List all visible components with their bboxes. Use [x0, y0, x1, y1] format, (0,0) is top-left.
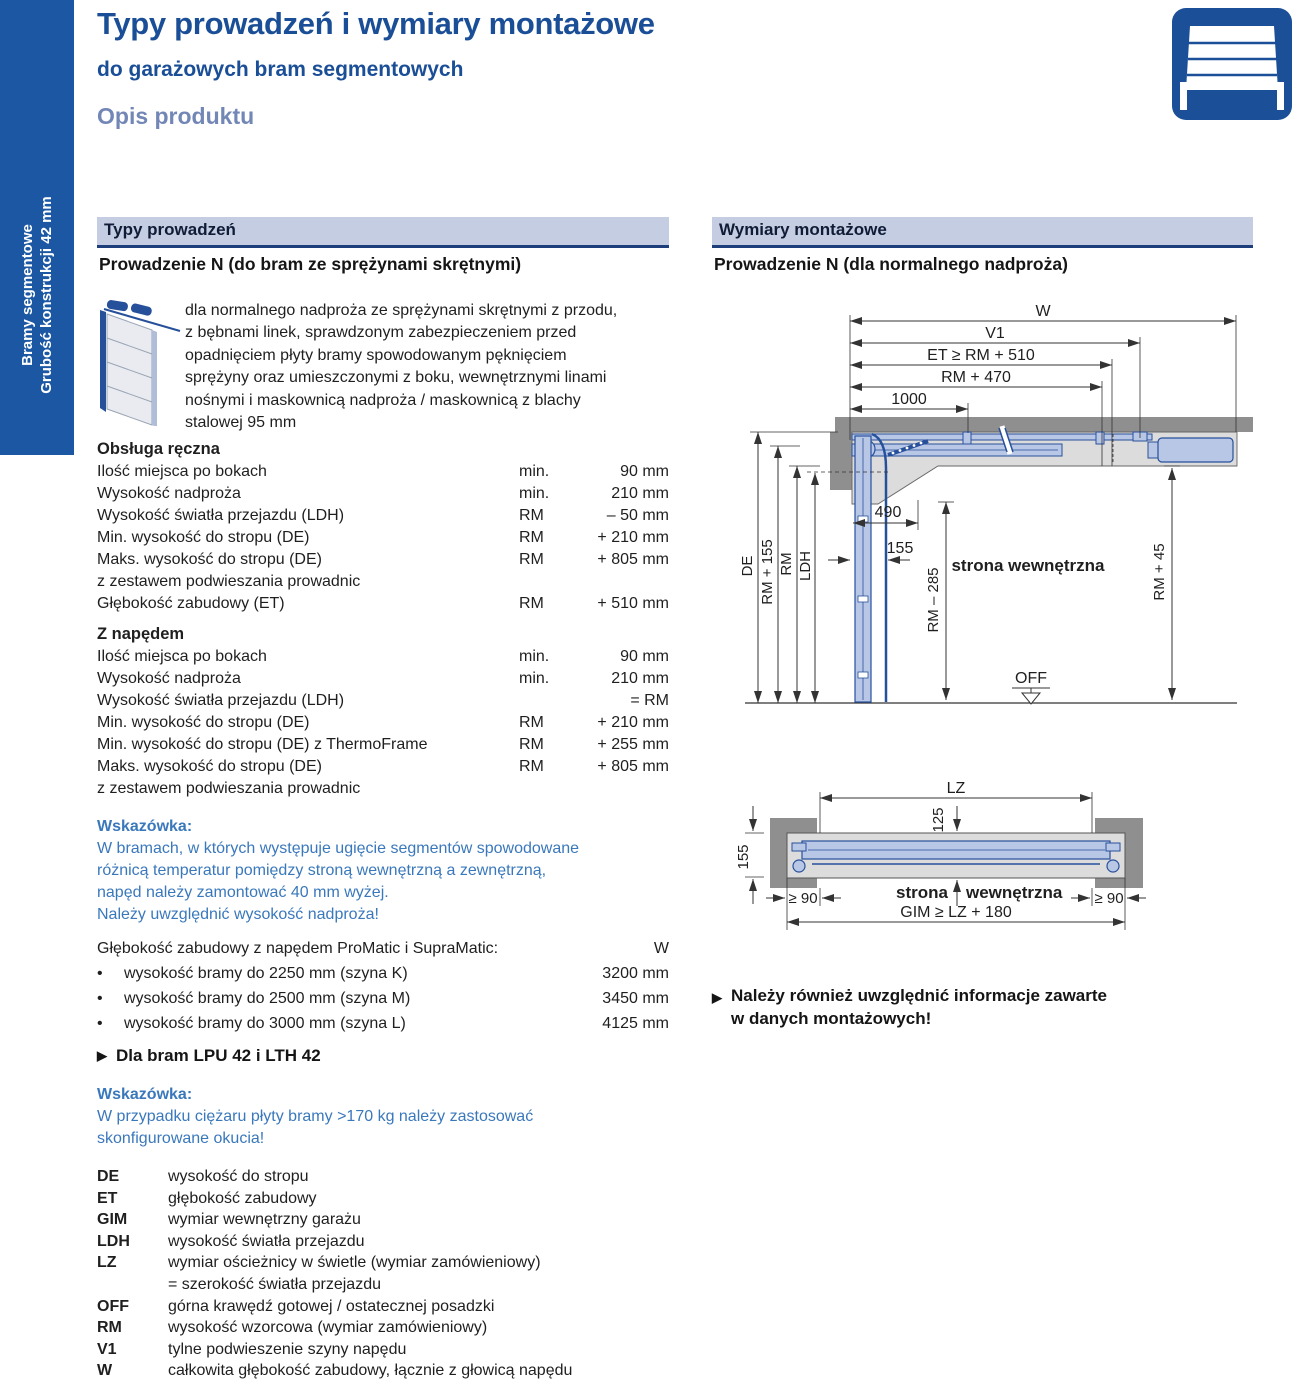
dim-label-ge90-left: ≥ 90	[788, 890, 818, 907]
dim-label-w: W	[1035, 303, 1051, 320]
off-level-marker	[1022, 693, 1040, 704]
page-subtitle: do garażowych bram segmentowych	[97, 58, 464, 81]
table-row: Min. wysokość do stropu (DE) RM + 210 mm	[97, 529, 669, 546]
table-row: Wysokość nadproża min. 210 mm	[97, 670, 669, 687]
table-row: Maks. wysokość do stropu (DE) RM + 805 mm	[97, 551, 669, 568]
table-row: Maks. wysokość do stropu (DE) RM + 805 mm	[97, 758, 669, 775]
bullet: •	[97, 1015, 103, 1032]
intro-line: sprężyny oraz umieszczonymi z boku, wewnętrznymi linami	[185, 369, 607, 387]
manual-operation-table	[97, 438, 669, 615]
dim-label-rm155: RM + 155	[759, 539, 776, 605]
note-title: Wskazówka:	[97, 1086, 193, 1103]
legend-row: LDH wysokość światła przejazdu	[97, 1232, 365, 1250]
pointer-icon: ▶	[97, 1048, 107, 1063]
side-view-diagram	[700, 300, 1270, 740]
door-thumbnail-icon	[95, 296, 185, 426]
sidebar-tab	[0, 0, 74, 455]
dim-label-155: 155	[886, 540, 914, 557]
section-label: Opis produktu	[97, 103, 255, 129]
note-line: skonfigurowane okucia!	[97, 1130, 265, 1147]
list-item: • wysokość bramy do 2500 mm (szyna M) 3450 mm	[97, 986, 669, 1011]
left-section-bar-title: Typy prowadzeń	[104, 220, 236, 239]
intro-line: stalowej 95 mm	[185, 414, 297, 432]
legend-row: RM wysokość wzorcowa (wymiar zamówieniowy)	[97, 1319, 488, 1337]
right-section-bar-title: Wymiary montażowe	[719, 220, 887, 239]
right-section-bar	[712, 217, 1253, 248]
legend-row: W całkowita głębokość zabudowy, łącznie z głowicą napędu	[97, 1362, 573, 1380]
dim-label-490: 490	[874, 504, 902, 521]
off-label: OFF	[1015, 670, 1047, 687]
dim-label-gim: GIM ≥ LZ + 180	[900, 904, 1012, 921]
dim-label-v1: V1	[985, 325, 1005, 342]
powered-operation-table	[97, 623, 669, 800]
table-row: Wysokość światła przejazdu (LDH) = RM	[97, 692, 669, 709]
legend-row: V1 tylne podwieszenie szyny napędu	[97, 1340, 407, 1358]
note-line: W przypadku ciężaru płyty bramy >170 kg należy zastosować	[97, 1108, 534, 1125]
list-item: • wysokość bramy do 2250 mm (szyna K) 3200 mm	[97, 961, 669, 986]
list-item: • wysokość bramy do 3000 mm (szyna L) 4125 mm	[97, 1011, 669, 1036]
intro-line: dla normalnego nadproża ze sprężynami skrętnymi z przodu,	[185, 302, 618, 319]
dim-label-125: 125	[930, 807, 947, 833]
roller-left	[793, 860, 805, 872]
depth-unit-label: W	[653, 940, 669, 957]
ceiling-bracket	[1096, 432, 1104, 444]
for-doors-line	[97, 1046, 321, 1066]
sidebar-vertical-text	[0, 0, 74, 450]
pointer-icon: ▶	[712, 990, 722, 1005]
table-row: Wysokość światła przejazdu (LDH) RM – 50 mm	[97, 507, 669, 524]
depth-header-row: Głębokość zabudowy z napędem ProMatic i SupraMatic: W	[97, 936, 669, 961]
dim-label-rm45: RM + 45	[1151, 543, 1168, 601]
legend-row: GIM wymiar wewnętrzny garażu	[97, 1211, 361, 1229]
legend-row: OFF górna krawędź gotowej / ostatecznej posadzki	[97, 1297, 495, 1315]
abbreviation-legend	[97, 1166, 669, 1382]
table-row: Min. wysokość do stropu (DE) z ThermoFrame RM + 255 mm	[97, 736, 669, 753]
for-doors-label: Dla bram LPU 42 i LTH 42	[116, 1046, 321, 1065]
operator-head	[1158, 438, 1233, 462]
inner-side-label-a: strona	[896, 883, 948, 902]
left-heading: Prowadzenie N (do bram ze sprężynami skrętnymi)	[99, 254, 522, 274]
table-row: Ilość miejsca po bokach min. 90 mm	[97, 463, 669, 480]
bullet: •	[97, 990, 103, 1007]
dim-label-1000: 1000	[891, 391, 927, 408]
sidebar-line-2: Grubość konstrukcji 42 mm	[38, 196, 55, 394]
mounting-data-note	[712, 984, 1252, 1030]
note-block-2	[97, 1084, 669, 1150]
sectional-door-icon	[1160, 0, 1300, 130]
inner-side-label-b: wewnętrzna	[966, 883, 1063, 902]
note-line: W bramach, w których występuje ugięcie segmentów spowodowane	[97, 840, 580, 857]
legend-row: ET głębokość zabudowy	[97, 1189, 317, 1207]
roller-bracket-right	[1106, 843, 1120, 851]
inner-side-label: strona wewnętrzna	[951, 556, 1105, 575]
left-intro-paragraph	[185, 300, 685, 434]
intro-line: nośnymi i maskownicą nadproża / maskownicą z blachy	[185, 391, 581, 409]
dim-label-ge90-right: ≥ 90	[1094, 890, 1124, 907]
dim-label-rm470: RM + 470	[941, 369, 1011, 386]
lintel-block	[830, 432, 852, 490]
page-title: Typy prowadzeń i wymiary montażowe	[97, 6, 655, 41]
intro-line: z bębnami linek, sprawdzonym zabezpieczeniem przed	[185, 324, 577, 342]
table-row: z zestawem podwieszania prowadnic	[97, 573, 361, 590]
powered-table-title: Z napędem	[97, 625, 185, 643]
table-row: z zestawem podwieszania prowadnic	[97, 780, 361, 797]
right-heading: Prowadzenie N (dla normalnego nadproża)	[714, 254, 1068, 274]
ceiling-band	[835, 417, 1253, 432]
table-row: Min. wysokość do stropu (DE) RM + 210 mm	[97, 714, 669, 731]
note-title: Wskazówka:	[97, 818, 193, 835]
table-row: Głębokość zabudowy (ET) RM + 510 mm	[97, 595, 669, 612]
dim-label-rm: RM	[778, 552, 795, 576]
table-row: Wysokość nadproża min. 210 mm	[97, 485, 669, 502]
mounting-note-line: w danych montażowych!	[731, 1009, 932, 1028]
mounting-depth-list	[97, 936, 669, 1036]
dim-label-ldh: LDH	[797, 550, 814, 582]
legend-row: LZ wymiar ościeżnicy w świetle (wymiar zamówieniowy) = szerokość światła przejazdu	[97, 1254, 541, 1293]
note-block-1	[97, 816, 669, 926]
dim-label-de: DE	[739, 555, 756, 577]
bullet: •	[97, 965, 103, 982]
note-line: Należy uwzględnić wysokość nadproża!	[97, 906, 379, 923]
dim-label-lz: LZ	[946, 780, 966, 797]
note-line: różnicą temperatur pomiędzy stroną wewnętrzną a zewnętrzną,	[97, 862, 547, 879]
mounting-note-line: Należy również uwzględnić informacje zawarte	[731, 986, 1107, 1005]
sidebar-line-1: Bramy segmentowe	[19, 224, 36, 366]
ceiling-bracket	[963, 432, 971, 444]
legend-row: DE wysokość do stropu	[97, 1168, 309, 1185]
dim-label-155-plan: 155	[735, 844, 752, 870]
manual-table-title: Obsługa ręczna	[97, 440, 220, 458]
table-row: Ilość miejsca po bokach min. 90 mm	[97, 648, 669, 665]
roller-right	[1107, 860, 1119, 872]
intro-line: opadnięciem płyty bramy spowodowanym pęknięciem	[185, 346, 567, 364]
left-section-bar	[97, 217, 669, 248]
dim-label-rm285: RM – 285	[925, 567, 942, 633]
dim-label-et: ET ≥ RM + 510	[927, 347, 1035, 364]
plan-view-diagram	[700, 765, 1270, 950]
roller-bracket-left	[792, 843, 806, 851]
note-line: napęd należy zamontować 40 mm wyżej.	[97, 884, 389, 901]
